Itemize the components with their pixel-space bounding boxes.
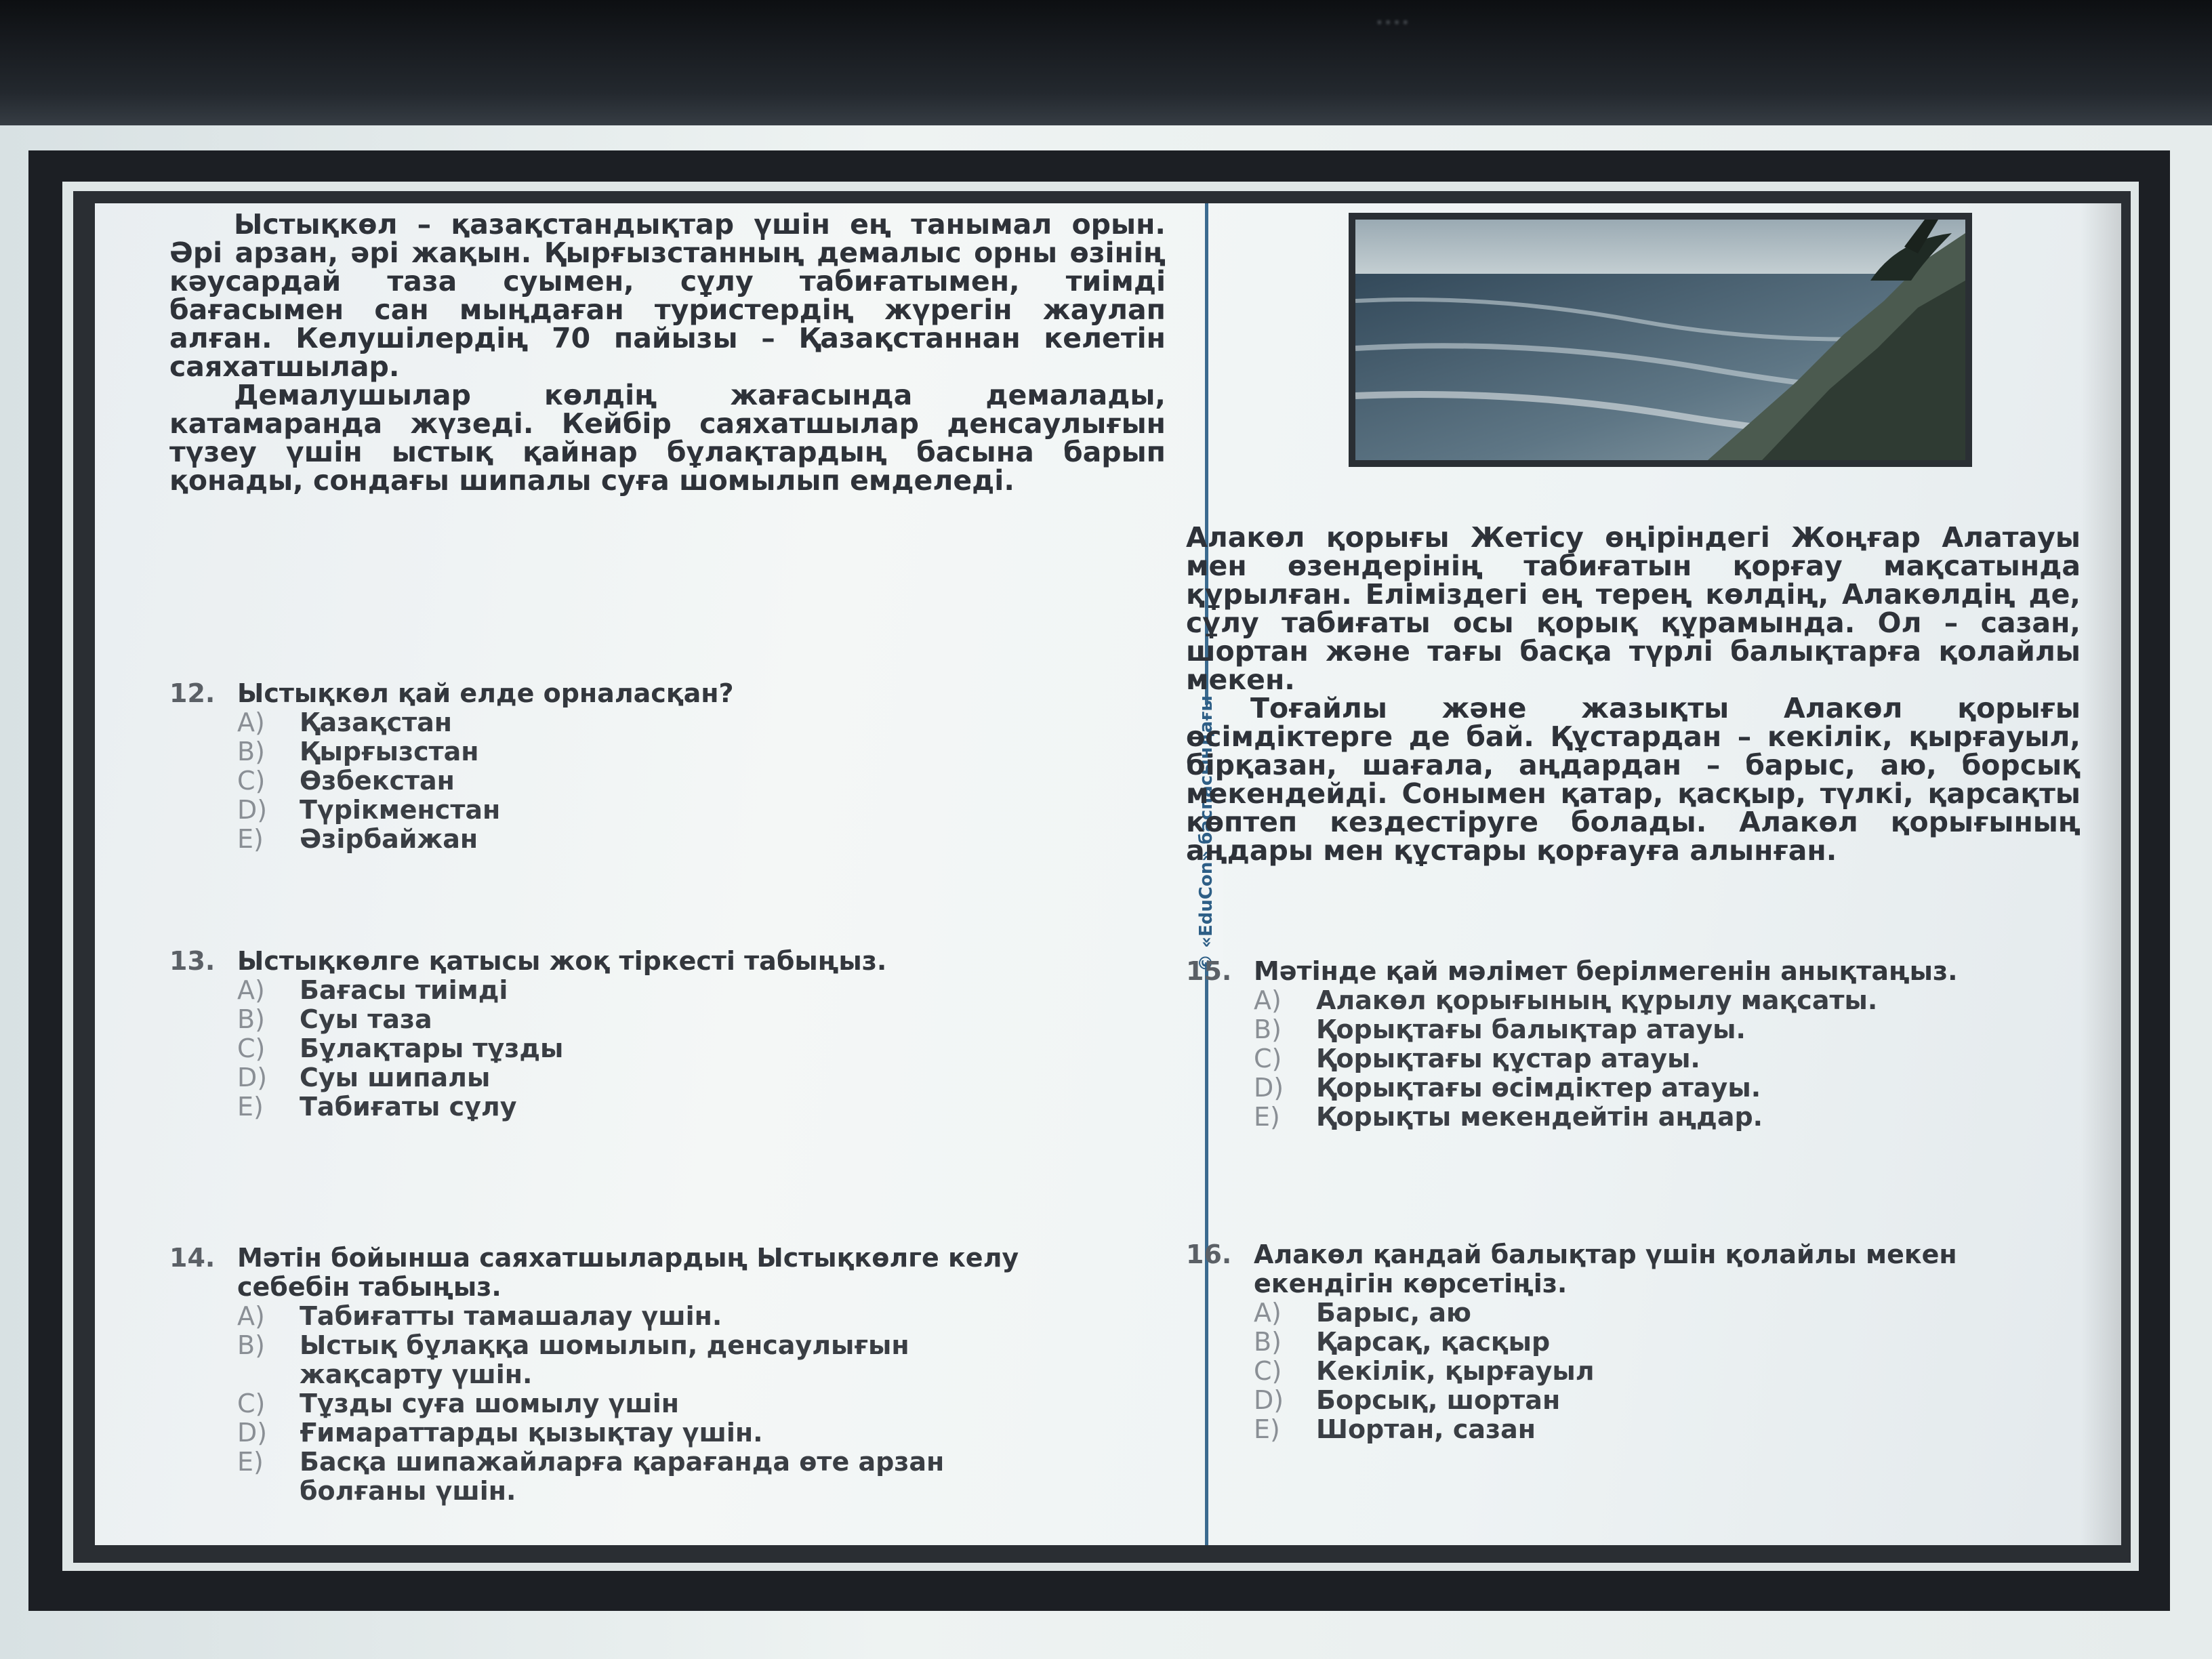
option-text: Қорықтағы балықтар атауы.	[1316, 1015, 1746, 1044]
option-text: Бағасы тиімді	[300, 975, 508, 1005]
answer-option[interactable]	[1186, 1103, 2081, 1132]
option-text: Табиғатты тамашалау үшін.	[300, 1301, 722, 1331]
option-text: Барыс, аю	[1316, 1298, 1471, 1328]
question-number: 15.	[1186, 956, 1232, 986]
option-letter: B)	[237, 1004, 265, 1034]
answer-option[interactable]	[169, 1005, 983, 1034]
answer-option[interactable]	[1186, 1073, 2081, 1103]
option-text: Бұлақтары тұзды	[300, 1033, 564, 1063]
option-text: Түрікменстан	[300, 795, 501, 825]
option-text: Қорықты мекендейтін аңдар.	[1316, 1102, 1763, 1132]
answer-options	[1186, 1298, 2081, 1444]
option-letter: C)	[237, 1033, 266, 1063]
question-text: Мәтін бойынша саяхатшылардың Ыстықкөлге келу себебін табыңыз.	[237, 1243, 1019, 1302]
question-text: Ыстықкөлге қатысы жоқ тіркесті табыңыз.	[237, 946, 887, 976]
question-number: 14.	[169, 1243, 216, 1273]
option-letter: D)	[237, 1418, 268, 1448]
option-letter: E)	[237, 1092, 264, 1122]
option-letter: C)	[1254, 1044, 1282, 1073]
answer-option[interactable]	[169, 976, 983, 1005]
option-letter: B)	[1254, 1327, 1282, 1357]
question-15	[1186, 957, 2081, 1132]
answer-option[interactable]	[1186, 986, 2081, 1015]
option-letter: E)	[237, 824, 264, 854]
lake-photo-image	[1355, 220, 1965, 460]
option-letter: B)	[237, 1330, 265, 1360]
option-text: Алакөл қорығының құрылу мақсаты.	[1316, 985, 1878, 1015]
question-16	[1186, 1240, 2081, 1444]
answer-option[interactable]	[169, 1092, 983, 1122]
answer-options	[1186, 986, 2081, 1132]
option-letter: D)	[237, 795, 268, 825]
answer-options	[169, 1302, 1050, 1506]
passage-paragraph: Ыстықкөл – қазақстандықтар үшін ең танымал орын. Әрі арзан, әрі жақын. Қырғызстанның демалыс орны өзінің кәусардай таза суымен, сұлу табиғатымен, тиімді бағасымен сан мыңдаған туристердің жүрегін жаулап алған. Келушілердің 70 пайызы – Қазақстаннан келетін саяхатшылар.	[169, 208, 1166, 383]
answer-option[interactable]	[169, 1063, 983, 1092]
option-letter: A)	[1254, 1298, 1282, 1328]
question-13	[169, 947, 983, 1122]
top-bar-text: ....	[1376, 3, 1411, 30]
page-shadow	[2081, 203, 2121, 1545]
option-text: Өзбекстан	[300, 766, 455, 796]
answer-option[interactable]	[169, 737, 1118, 766]
option-letter: C)	[1254, 1356, 1282, 1386]
answer-option[interactable]	[169, 766, 1118, 796]
question-text: Ыстықкөл қай елде орналасқан?	[237, 678, 734, 708]
option-letter: E)	[1254, 1102, 1280, 1132]
answer-option[interactable]	[169, 1389, 1050, 1418]
answer-options	[169, 708, 1118, 854]
answer-option[interactable]	[169, 708, 1118, 737]
option-text: Борсық, шортан	[1316, 1385, 1561, 1415]
option-text: Әзірбайжан	[300, 824, 478, 854]
option-letter: A)	[237, 708, 265, 737]
passage-alakol	[1186, 523, 2081, 865]
question-number: 12.	[169, 678, 216, 708]
option-letter: E)	[1254, 1414, 1280, 1444]
answer-option[interactable]	[1186, 1298, 2081, 1328]
answer-option[interactable]	[1186, 1386, 2081, 1415]
lake-photo	[1349, 213, 1972, 467]
option-letter: E)	[237, 1447, 264, 1477]
option-letter: A)	[1254, 985, 1282, 1015]
option-text: Ыстық бұлаққа шомылып, денсаулығын жақсарту үшін.	[300, 1330, 909, 1389]
answer-option[interactable]	[1186, 1357, 2081, 1386]
monitor-top-bezel	[0, 0, 2212, 132]
option-text: Кекілік, қырғауыл	[1316, 1356, 1595, 1386]
option-letter: C)	[237, 1389, 266, 1418]
option-letter: C)	[237, 766, 266, 796]
option-letter: D)	[1254, 1385, 1284, 1415]
question-12	[169, 679, 1118, 854]
option-text: Ғимараттарды қызықтау үшін.	[300, 1418, 763, 1448]
answer-option[interactable]	[1186, 1044, 2081, 1073]
answer-option[interactable]	[1186, 1415, 2081, 1444]
passage-issyk-kul	[169, 210, 1166, 495]
question-text: Мәтінде қай мәлімет берілмегенін анықтаңыз.	[1254, 956, 1958, 986]
option-text: Басқа шипажайларға қарағанда өте арзан болғаны үшін.	[300, 1447, 945, 1506]
question-text: Алакөл қандай балықтар үшін қолайлы мекен екендігін көрсетіңіз.	[1254, 1240, 1957, 1298]
option-text: Қазақстан	[300, 708, 453, 737]
passage-paragraph: Алакөл қорығы Жетісу өңіріндегі Жоңғар Алатауы мен өзендерінің табиғатын қорғау мақсатында құрылған. Еліміздегі ең терең көлдің, Алакөлдің де, сұлу табиғаты осы қорық құрамында. Ол – сазан, шортан және тағы басқа түрлі балықтарға қолайлы мекен.	[1186, 521, 2081, 696]
passage-paragraph: Тоғайлы және жазықты Алакөл қорығы өсімдіктерге де бай. Құстардан – кекілік, қырғауыл, бірқазан, шағала, аңдардан – барыс, аю, борсық мекендейді. Сонымен қатар, қасқыр, түлкі, қарсақты көптеп кездестіруге болады. Алакөл қорығының аңдары мен құстары қорғауға алынған.	[1186, 692, 2081, 867]
answer-option[interactable]	[169, 1418, 1050, 1448]
answer-option[interactable]	[169, 796, 1118, 825]
answer-option[interactable]	[169, 1331, 1050, 1389]
answer-option[interactable]	[1186, 1015, 2081, 1044]
option-letter: B)	[237, 737, 265, 766]
option-text: Суы шипалы	[300, 1063, 491, 1092]
answer-option[interactable]	[169, 1302, 1050, 1331]
option-text: Қырғызстан	[300, 737, 479, 766]
question-number: 16.	[1186, 1240, 1232, 1269]
answer-option[interactable]	[169, 1448, 1050, 1506]
option-letter: A)	[237, 1301, 265, 1331]
option-text: Қорықтағы өсімдіктер атауы.	[1316, 1073, 1761, 1103]
option-text: Суы таза	[300, 1004, 432, 1034]
answer-options	[169, 976, 983, 1122]
answer-option[interactable]	[169, 825, 1118, 854]
option-text: Тұзды суға шомылу үшін	[300, 1389, 679, 1418]
option-text: Қарсақ, қасқыр	[1316, 1327, 1551, 1357]
answer-option[interactable]	[169, 1034, 983, 1063]
passage-paragraph: Демалушылар көлдің жағасында демалады, катамаранда жүзеді. Кейбір саяхатшылар денсаулығын түзеу үшін ыстық қайнар бұлақтардың басына барып қонады, сондағы шипалы суға шомылып емделеді.	[169, 379, 1166, 497]
question-number: 13.	[169, 946, 216, 976]
worksheet-page	[95, 203, 2121, 1545]
option-letter: A)	[237, 975, 265, 1005]
option-text: Шортан, сазан	[1316, 1414, 1536, 1444]
option-letter: D)	[1254, 1073, 1284, 1103]
answer-option[interactable]	[1186, 1328, 2081, 1357]
question-14	[169, 1244, 1050, 1506]
option-text: Табиғаты сұлу	[300, 1092, 517, 1122]
option-letter: B)	[1254, 1015, 1282, 1044]
publisher-text: © «EduCon» баспасындағы	[1196, 695, 1216, 972]
option-letter: D)	[237, 1063, 268, 1092]
option-text: Қорықтағы құстар атауы.	[1316, 1044, 1700, 1073]
